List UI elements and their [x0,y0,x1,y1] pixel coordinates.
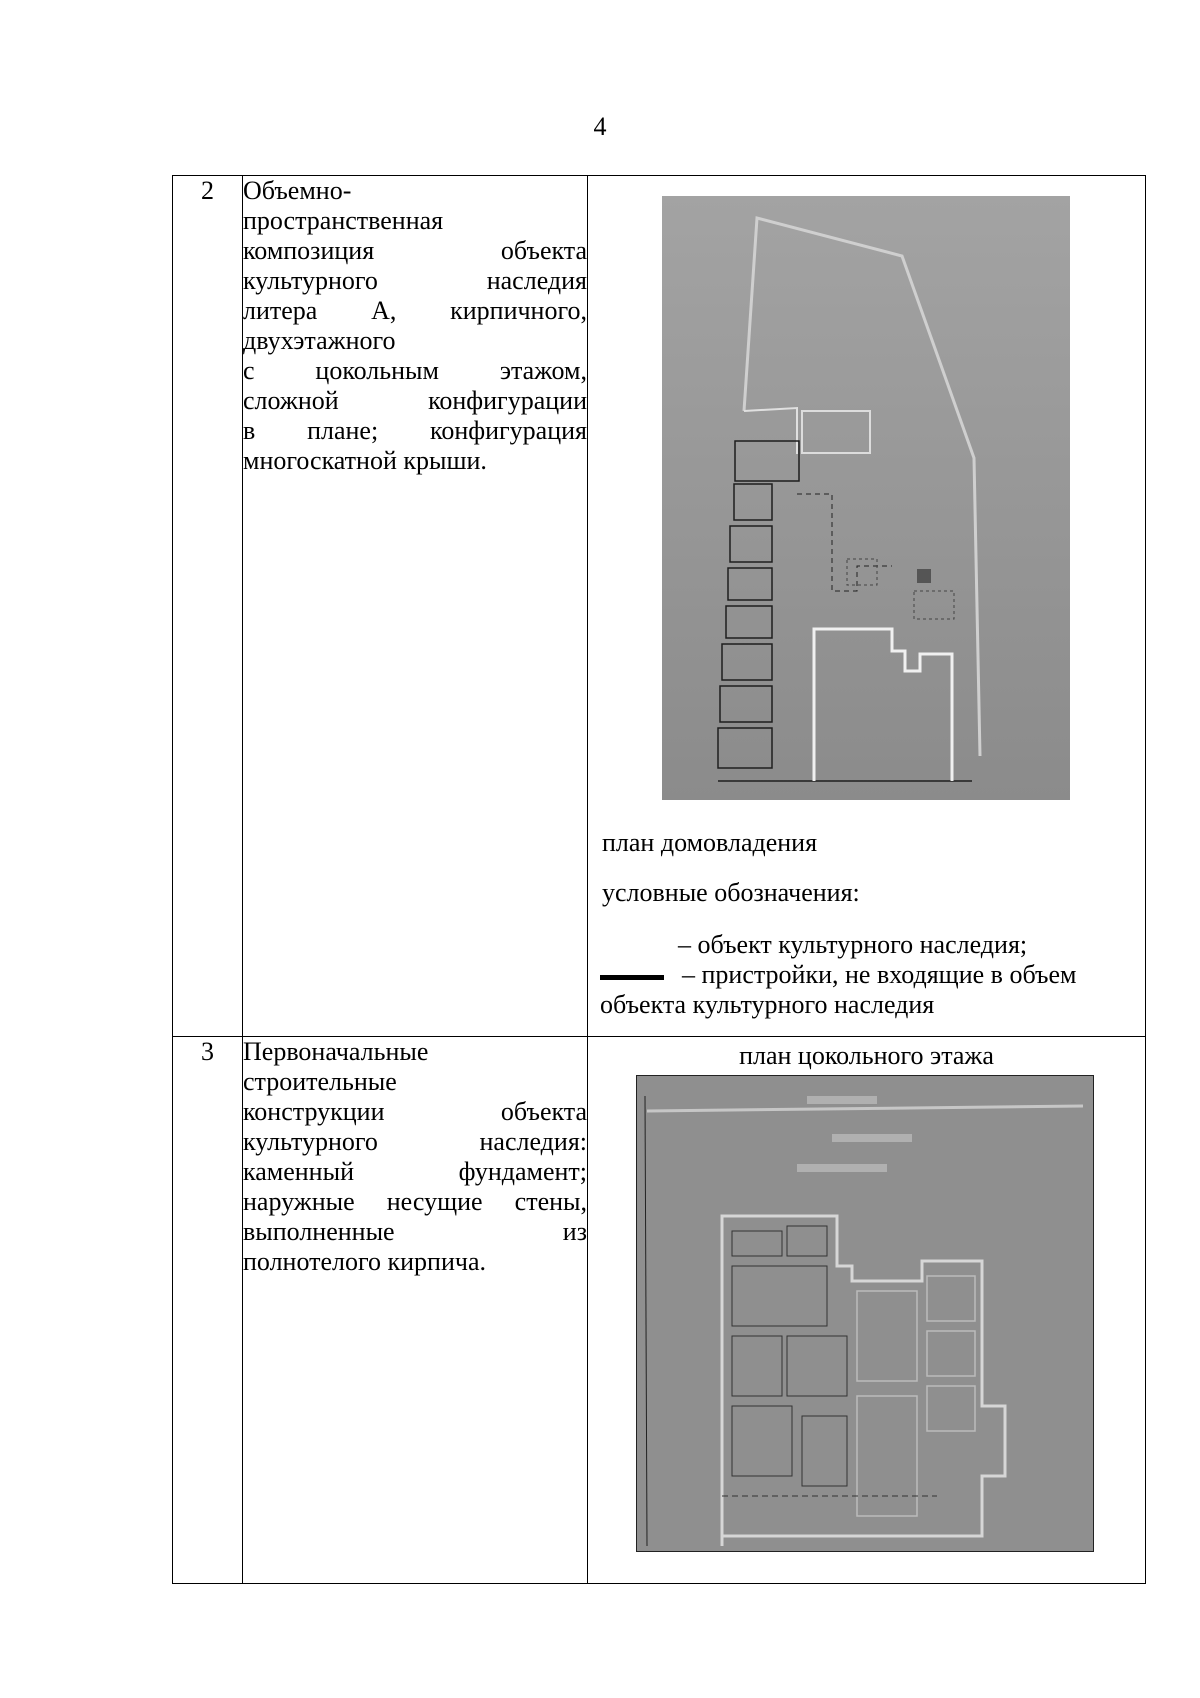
legend-item-text: – пристройки, не входящие в объем [682,960,1077,989]
legend-item-additions [588,960,1145,1020]
legend-item-text: объекта культурного наследия [600,990,935,1019]
description-line: культурного наследия [243,266,587,295]
document-table [172,175,1146,1584]
description-line: пространственная [243,206,444,235]
description-line: в плане; конфигурация [243,416,587,445]
site-plan-image [662,196,1070,800]
row-description [243,176,588,1037]
description-line: каменный фундамент; [243,1157,587,1186]
description-line: культурного наследия: [243,1127,587,1156]
description-line: Первоначальные [243,1037,429,1066]
basement-plan-image [636,1075,1094,1552]
description-line: литера А, кирпичного, [243,296,587,325]
table-row [173,176,1146,1037]
description-line: конструкции объекта [243,1097,587,1126]
description-line: наружные несущие стены, [243,1187,587,1216]
table-row [173,1037,1146,1584]
description-line: выполненные из [243,1217,587,1246]
figure-cell [588,1037,1146,1584]
description-line: с цокольным этажом, [243,356,587,385]
figure-cell [588,176,1146,1037]
figure-caption: план домовладения [602,828,818,857]
description-line: сложной конфигурации [243,386,587,415]
description-line: многоскатной крыши. [243,446,487,475]
page-number: 4 [593,112,607,141]
description-line: строительные [243,1067,397,1096]
description-line: композиция объекта [243,236,587,265]
legend-black-line-icon [600,975,664,980]
row-number: 3 [173,1037,243,1584]
row-description [243,1037,588,1584]
row-number: 2 [173,176,243,1037]
description-line: двухэтажного [243,326,396,355]
description-line: полнотелого кирпича. [243,1247,487,1276]
figure-caption: план цокольного этажа [739,1041,994,1070]
legend-title: условные обозначения: [602,878,860,907]
legend-item-heritage: – объект культурного наследия; [678,930,1028,959]
description-line: Объемно- [243,176,352,205]
